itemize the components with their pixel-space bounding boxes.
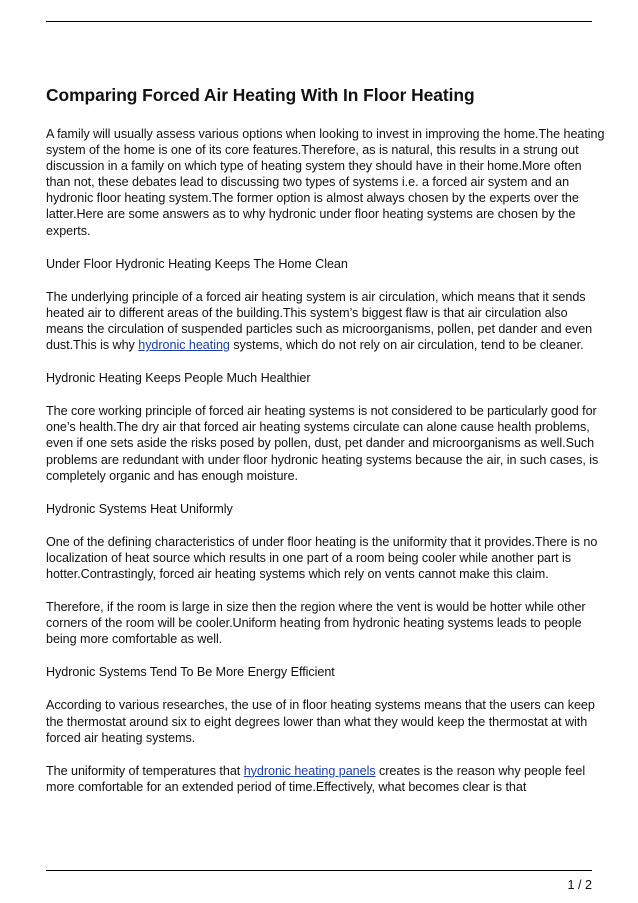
section-paragraph-uniform-1: One of the defining characteristics of under floor heating is the uniformity that it provides.There is no localization of heat source which results in one part of a room being cooler while another part is hotter.Contrastingly, forced air heating systems which rely on vents cannot make this claim. [46,534,598,581]
section-paragraph-efficient-2 [46,763,606,795]
intro-paragraph: A family will usually assess various options when looking to invest in improving the home.The heating system of the home is one of its core features.Therefore, as is natural, this results in a strung out discussion in a family on which type of heating system they should have in their home.More often than not, these debates lead to discussing two types of systems i.e. a forced air system and an hydronic floor heating system.The former option is almost always chosen by the experts over the latter.Here are some answers as to why hydronic under floor heating systems are chosen by the experts. [46,127,605,238]
section-heading-efficient: Hydronic Systems Tend To Be More Energy Efficient [46,665,335,680]
paragraph-text: The uniformity of temperatures that [46,763,244,778]
footer-rule [46,870,592,871]
paragraph-text: systems, which do not rely on air circulation, tend to be cleaner. [229,338,584,353]
section-paragraph-healthier: The core working principle of forced air heating systems is not considered to be particularly good for one’s health.The dry air that forced air heating systems circulate can alone cause health problems, even if one sets aside the risks posed by pollen, dust, pet dander and microorganisms as well.Such problems are redundant with under floor hydronic heating systems because the air, in such cases, is completely organic and has enough moisture. [46,404,599,483]
section-paragraph-clean [46,289,606,353]
page-number: 1 / 2 [567,878,592,892]
section-paragraph-efficient-1: According to various researches, the use of in floor heating systems means that the users can keep the thermostat around six to eight degrees lower than what they would keep the thermostat at with forced air heating systems. [46,698,595,745]
header-rule [46,21,592,22]
section-heading-healthier: Hydronic Heating Keeps People Much Healthier [46,371,311,386]
paragraph-text: creates is the reason why people feel more comfortable for an extended period of time.Effectively, what becomes clear is that [46,763,586,794]
hydronic-heating-link[interactable]: hydronic heating [138,338,230,353]
document-title: Comparing Forced Air Heating With In Floor Heating [46,85,475,105]
paragraph-text: The underlying principle of a forced air heating system is air circulation, which means that it sends heated air to different areas of the building.This system’s biggest flaw is that air circulation also means the circulation of suspended particles such as microorganisms, pollen, pet dander and even dust.This is why [46,289,593,353]
section-paragraph-uniform-2: Therefore, if the room is large in size then the region where the vent is would be hotter while other corners of the room will be cooler.Uniform heating from hydronic heating systems leads to people being more comfortable as well. [46,600,586,647]
section-heading-uniform: Hydronic Systems Heat Uniformly [46,501,233,516]
section-heading-clean: Under Floor Hydronic Heating Keeps The Home Clean [46,256,348,271]
hydronic-heating-panels-link[interactable]: hydronic heating panels [243,763,376,778]
document-body [46,84,606,812]
